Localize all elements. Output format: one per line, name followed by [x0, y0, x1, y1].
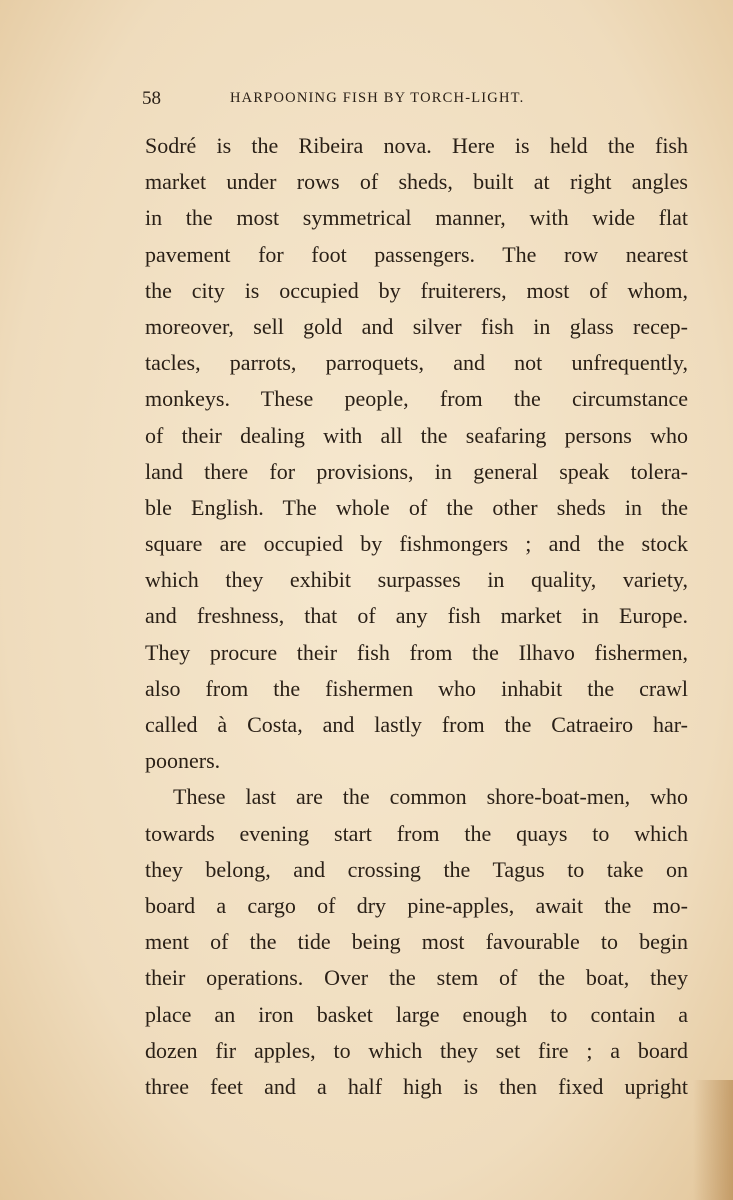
body-text	[145, 128, 688, 1105]
text-line: ble English. The whole of the other sheds in the	[145, 494, 688, 520]
text-line: they belong, and crossing the Tagus to take on	[145, 856, 688, 882]
text-line: pooners.	[145, 748, 221, 774]
text-line: towards evening start from the quays to which	[145, 820, 688, 846]
paragraph-2	[145, 779, 688, 1105]
page-edge-stain	[693, 1080, 733, 1200]
text-line: called à Costa, and lastly from the Catraeiro har-	[145, 712, 688, 737]
text-line: which they exhibit surpasses in quality, variety,	[145, 567, 688, 593]
text-line: Sodré is the Ribeira nova. Here is held the fish	[145, 133, 688, 158]
text-line: land there for provisions, in general speak tolera-	[145, 458, 688, 484]
text-line: also from the fishermen who inhabit the crawl	[145, 675, 688, 701]
text-line: and freshness, that of any fish market in Europe.	[145, 603, 688, 629]
text-line: square are occupied by fishmongers ; and the stock	[145, 531, 688, 557]
text-line: moreover, sell gold and silver fish in glass recep-	[145, 313, 688, 339]
text-line: dozen fir apples, to which they set fire ; a board	[145, 1037, 688, 1063]
text-line: of their dealing with all the seafaring persons who	[145, 422, 688, 448]
text-line: pavement for foot passengers. The row nearest	[145, 241, 688, 267]
text-line: market under rows of sheds, built at right angles	[145, 169, 688, 195]
text-line: three feet and a half high is then fixed upright	[145, 1073, 688, 1099]
text-line: the city is occupied by fruiterers, most of whom,	[145, 277, 688, 303]
text-line: their operations. Over the stem of the boat, they	[145, 965, 688, 991]
paragraph-1	[145, 128, 688, 779]
text-line: These last are the common shore-boat-men, who	[173, 784, 688, 810]
running-title: HARPOONING FISH BY TORCH-LIGHT.	[230, 90, 525, 106]
text-line: ment of the tide being most favourable to begin	[145, 929, 688, 955]
text-line: place an iron basket large enough to contain a	[145, 1001, 688, 1027]
page-header	[142, 88, 582, 114]
text-line: They procure their fish from the Ilhavo fishermen,	[145, 639, 688, 665]
text-line: tacles, parrots, parroquets, and not unfrequently,	[145, 350, 688, 376]
text-line: monkeys. These people, from the circumstance	[145, 386, 688, 412]
text-line: in the most symmetrical manner, with wide flat	[145, 205, 688, 231]
page-number: 58	[142, 88, 161, 109]
text-line: board a cargo of dry pine-apples, await the mo-	[145, 892, 688, 918]
